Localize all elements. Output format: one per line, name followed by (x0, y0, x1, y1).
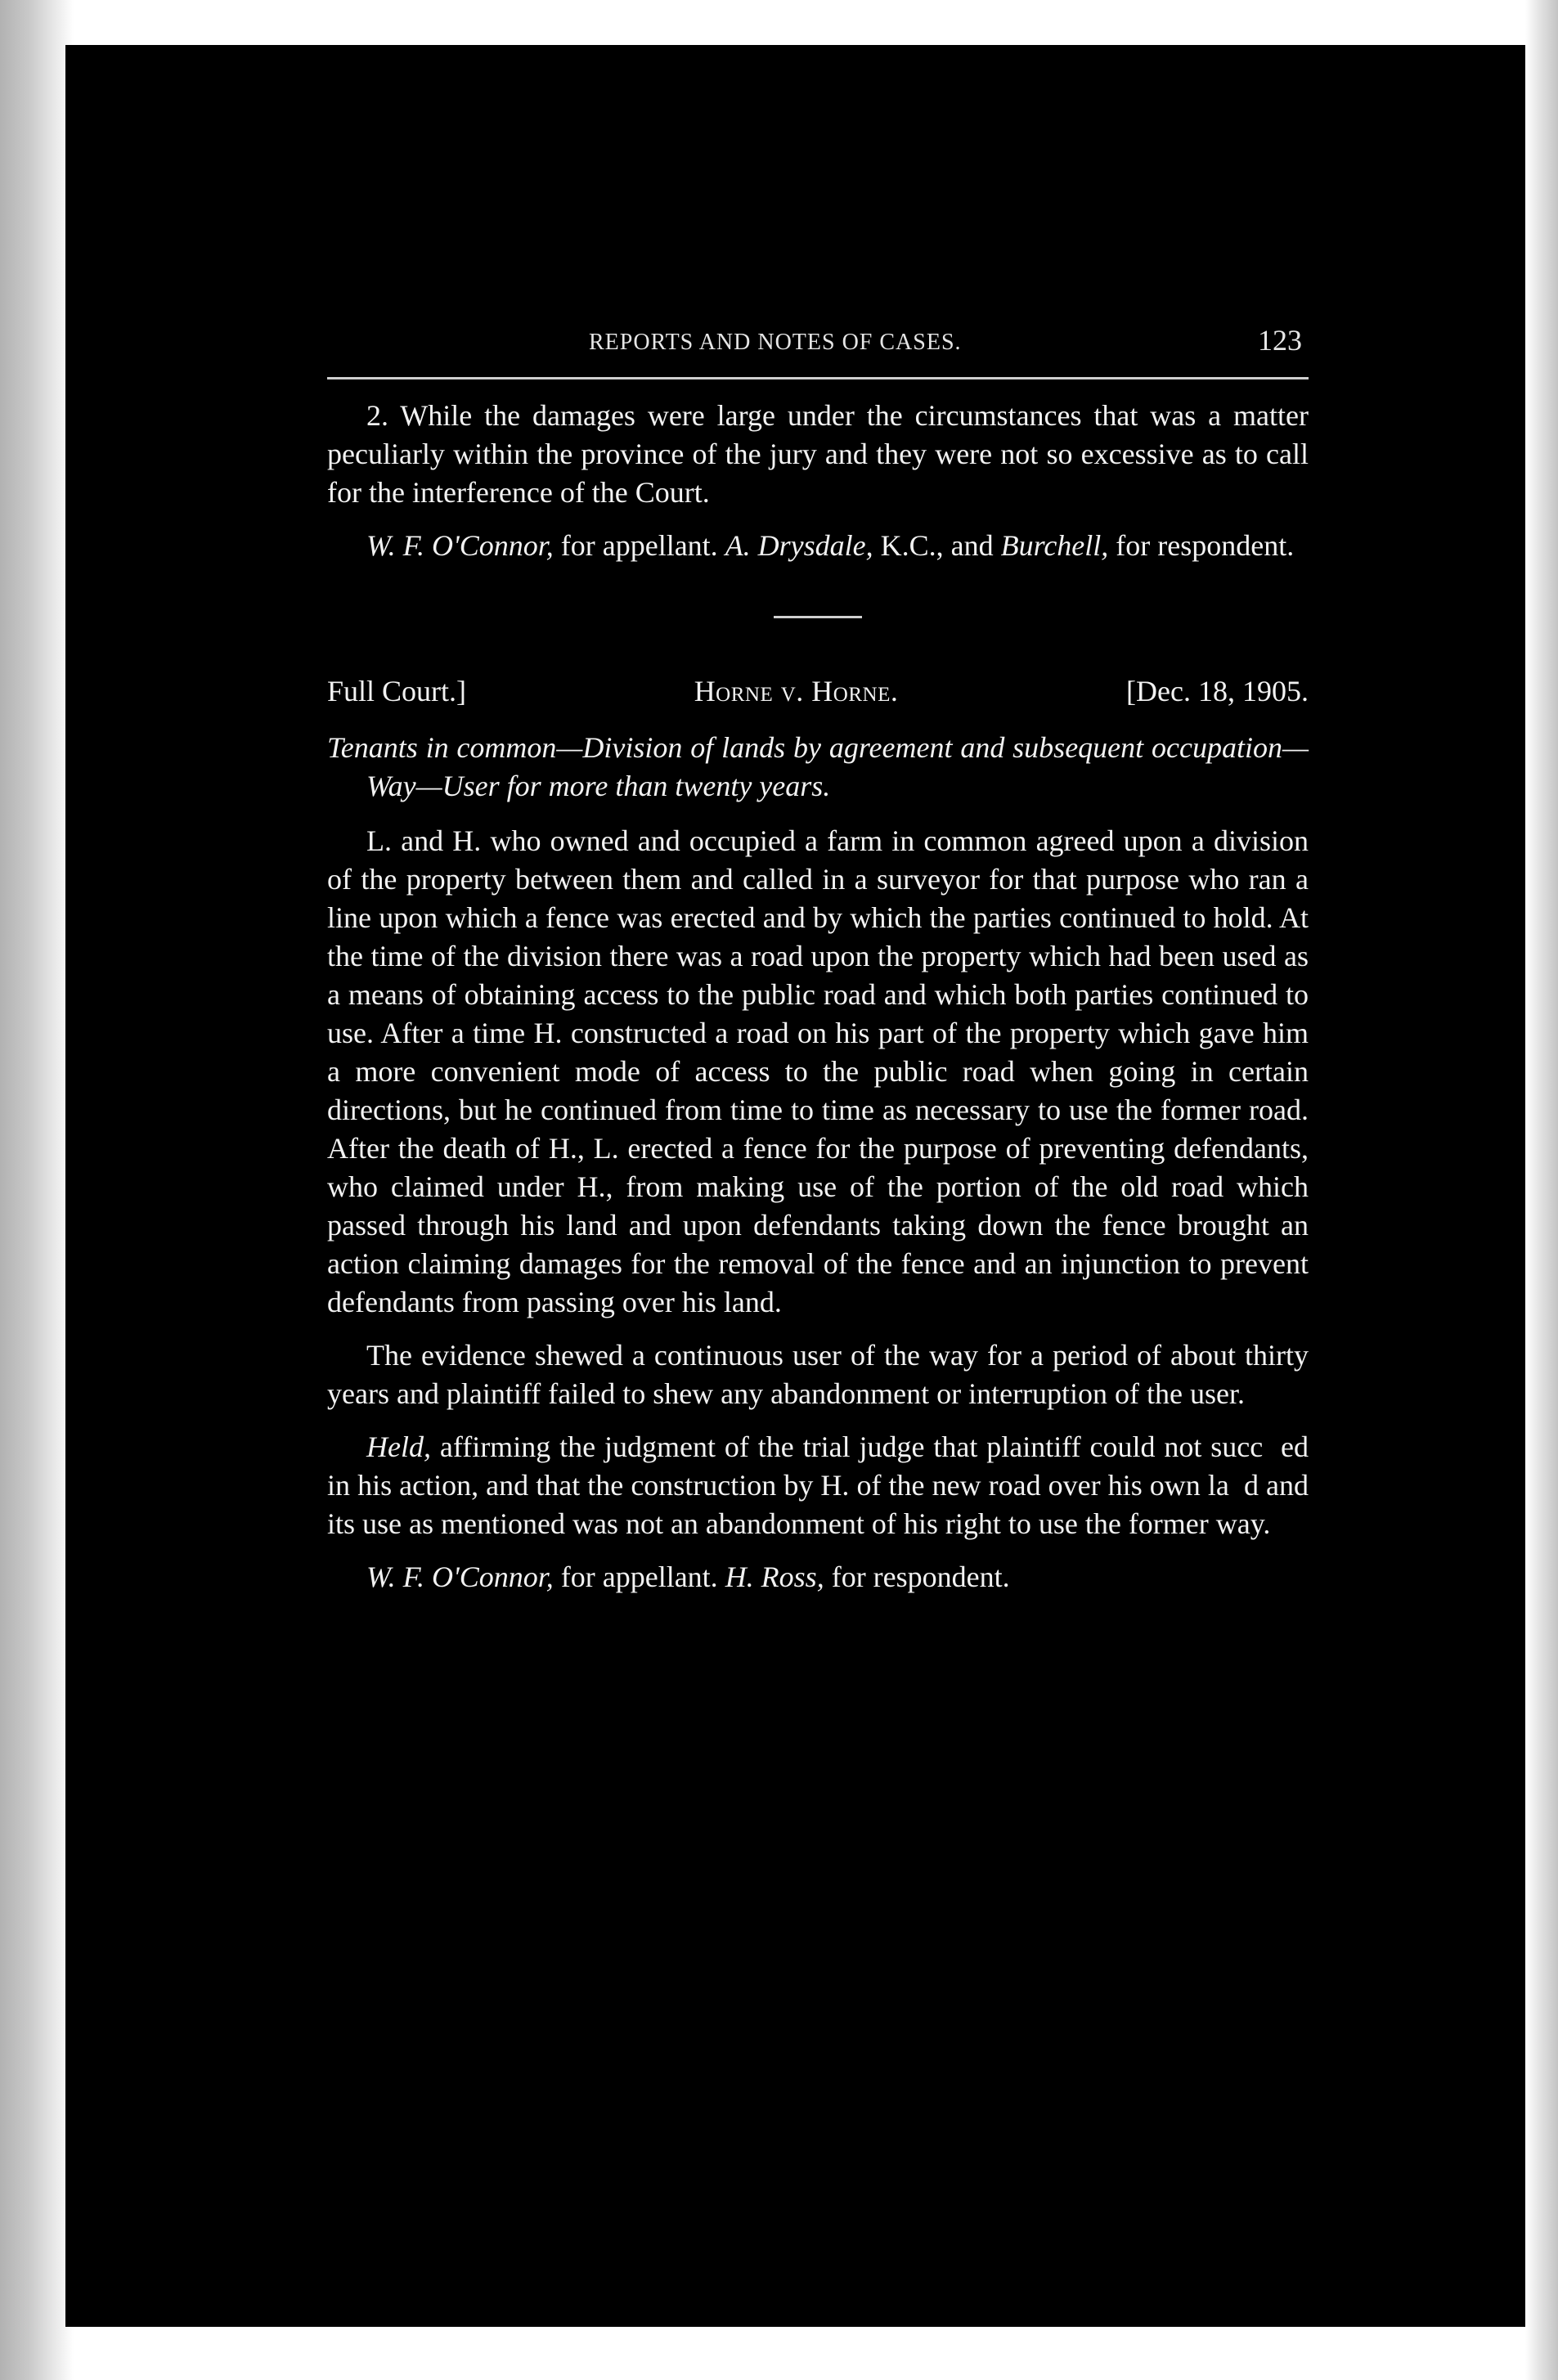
body-text (327, 397, 1309, 1596)
holding-paragraph-2: 2. While the damages were large under the circumstances that was a matter peculiarly within the province of the jury and they were not so excessive as to call for the interference of the Court. (327, 399, 1309, 509)
page-number: 123 (1258, 324, 1302, 357)
respondent-counsel-text-2: for respondent. (831, 1560, 1010, 1593)
left-scan-edge (0, 0, 74, 2380)
respondent-counsel-name-1a: A. Drysdale, (725, 529, 873, 562)
respondent-counsel-text-1b: for respondent. (1116, 529, 1295, 562)
case-separator-rule (774, 616, 862, 618)
appellant-counsel-text-1: for appellant. (560, 529, 718, 562)
case-header-line (327, 672, 1309, 711)
running-head: REPORTS AND NOTES OF CASES. (589, 330, 962, 355)
held-label: Held, (366, 1430, 431, 1463)
appellant-counsel-text-2: for appellant. (560, 1560, 718, 1593)
evidence-paragraph: The evidence shewed a continuous user of the way for a period of about thirty years and plaintiff failed to shew any abandonment or interruption of the user. (327, 1339, 1309, 1410)
page-header (327, 315, 1309, 372)
held-paragraph (327, 1428, 1309, 1543)
counsel-line-2 (327, 1558, 1309, 1596)
court-label: Full Court.] (327, 675, 467, 707)
appellant-counsel-name-1: W. F. O'Connor, (366, 529, 554, 562)
respondent-counsel-text-1a: K.C., and (880, 529, 994, 562)
appellant-counsel-name-2: W. F. O'Connor, (366, 1560, 554, 1593)
respondent-counsel-name-1b: Burchell, (1000, 529, 1109, 562)
document-page (65, 45, 1525, 2327)
case-headnote: Tenants in common—Division of lands by agreement and subsequent occupation—Way—User for more than twenty years. (327, 731, 1309, 802)
right-scan-edge (1525, 0, 1558, 2380)
decision-date: [Dec. 18, 1905. (1126, 675, 1309, 707)
case-parties: Horne v. Horne. (694, 675, 899, 707)
counsel-line-1 (327, 527, 1309, 565)
header-rule (327, 377, 1309, 379)
page-content (327, 315, 1309, 1593)
facts-paragraph: L. and H. who owned and occupied a farm in common agreed upon a division of the property between them and called in a surveyor for that purpose who ran a line upon which a fence was erected and by which the parties continued to hold. At the time of the division there was a road upon the property which had been used as a means of obtaining access to the public road and which both parties continued to use. After a time H. constructed a road on his part of the property which gave him a more convenient mode of access to the public road when going in certain directions, but he continued from time to time as necessary to use the former road. After the death of H., L. erected a fence for the purpose of preventing defendants, who claimed under H., from making use of the portion of the old road which passed through his land and upon defendants taking down the fence brought an action claiming damages for the removal of the fence and an injunction to prevent defendants from passing over his land. (327, 824, 1309, 1318)
respondent-counsel-name-2: H. Ross, (725, 1560, 824, 1593)
held-text: affirming the judgment of the trial judge that plaintiff could not succ ed in his action, and that the construction by H. of the new road over his own la d and its use as mentioned was not an abandonment of his right to use the former way. (327, 1430, 1309, 1540)
